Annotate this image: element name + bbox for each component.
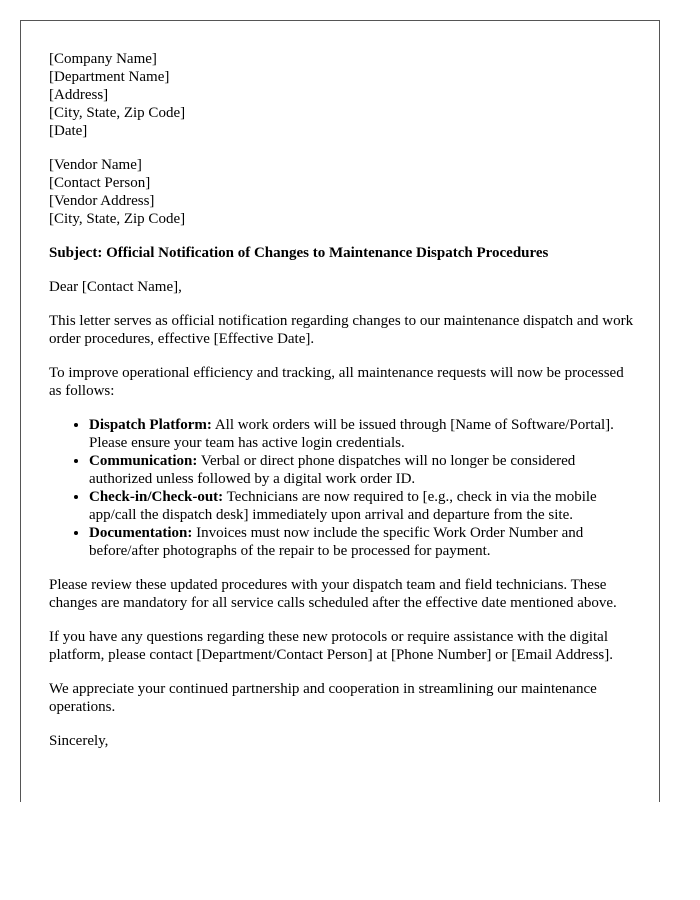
sender-city: [City, State, Zip Code] <box>49 105 186 121</box>
intro-paragraph: This letter serves as official notification regarding changes to our maintenance dispatch and work order procedures, effective [Effective Date]. <box>49 313 634 347</box>
recipient-vendor: [Vendor Name] <box>49 157 142 173</box>
salutation: Dear [Contact Name], <box>49 279 182 295</box>
list-item-term: Check-in/Check-out: <box>89 489 224 505</box>
list-item-text: All work orders will be issued through [Name of Software/Portal]. Please ensure your team has active login credentials. <box>89 417 614 451</box>
procedure-list <box>49 416 639 560</box>
recipient-contact: [Contact Person] <box>49 175 151 191</box>
list-item-communication <box>89 452 639 488</box>
letter-page <box>20 20 660 802</box>
list-item-text: Verbal or direct phone dispatches will no longer be considered authorized unless followed by a digital work order ID. <box>89 453 576 487</box>
letter-subject: Subject: Official Notification of Changes to Maintenance Dispatch Procedures <box>49 245 549 261</box>
sender-address-block <box>49 50 639 140</box>
list-item-term: Dispatch Platform: <box>89 417 212 433</box>
sender-department: [Department Name] <box>49 69 170 85</box>
list-item-text: Technicians are now required to [e.g., check in via the mobile app/call the dispatch desk] immediately upon arrival and departure from the site. <box>89 489 597 523</box>
list-item-term: Communication: <box>89 453 198 469</box>
list-item-term: Documentation: <box>89 525 193 541</box>
sender-company: [Company Name] <box>49 51 157 67</box>
sender-address: [Address] <box>49 87 109 103</box>
letter-date: [Date] <box>49 123 88 139</box>
recipient-address-block <box>49 156 639 228</box>
appreciation-paragraph: We appreciate your continued partnership and cooperation in streamlining our maintenance operations. <box>49 681 597 715</box>
list-item-text: Invoices must now include the specific Work Order Number and before/after photographs of the repair to be processed for payment. <box>89 525 584 559</box>
recipient-address: [Vendor Address] <box>49 193 155 209</box>
list-item-check-in <box>89 488 639 524</box>
review-paragraph: Please review these updated procedures with your dispatch team and field technicians. These changes are mandatory for all service calls scheduled after the effective date mentioned above. <box>49 577 617 611</box>
questions-paragraph: If you have any questions regarding these new protocols or require assistance with the digital platform, please contact [Department/Contact Person] at [Phone Number] or [Email Address]. <box>49 629 613 663</box>
letter-body <box>49 50 639 766</box>
list-item-documentation <box>89 524 639 560</box>
recipient-city: [City, State, Zip Code] <box>49 211 186 227</box>
list-item-dispatch-platform <box>89 416 639 452</box>
closing: Sincerely, <box>49 733 109 749</box>
lead-in-paragraph: To improve operational efficiency and tracking, all maintenance requests will now be processed as follows: <box>49 365 624 399</box>
